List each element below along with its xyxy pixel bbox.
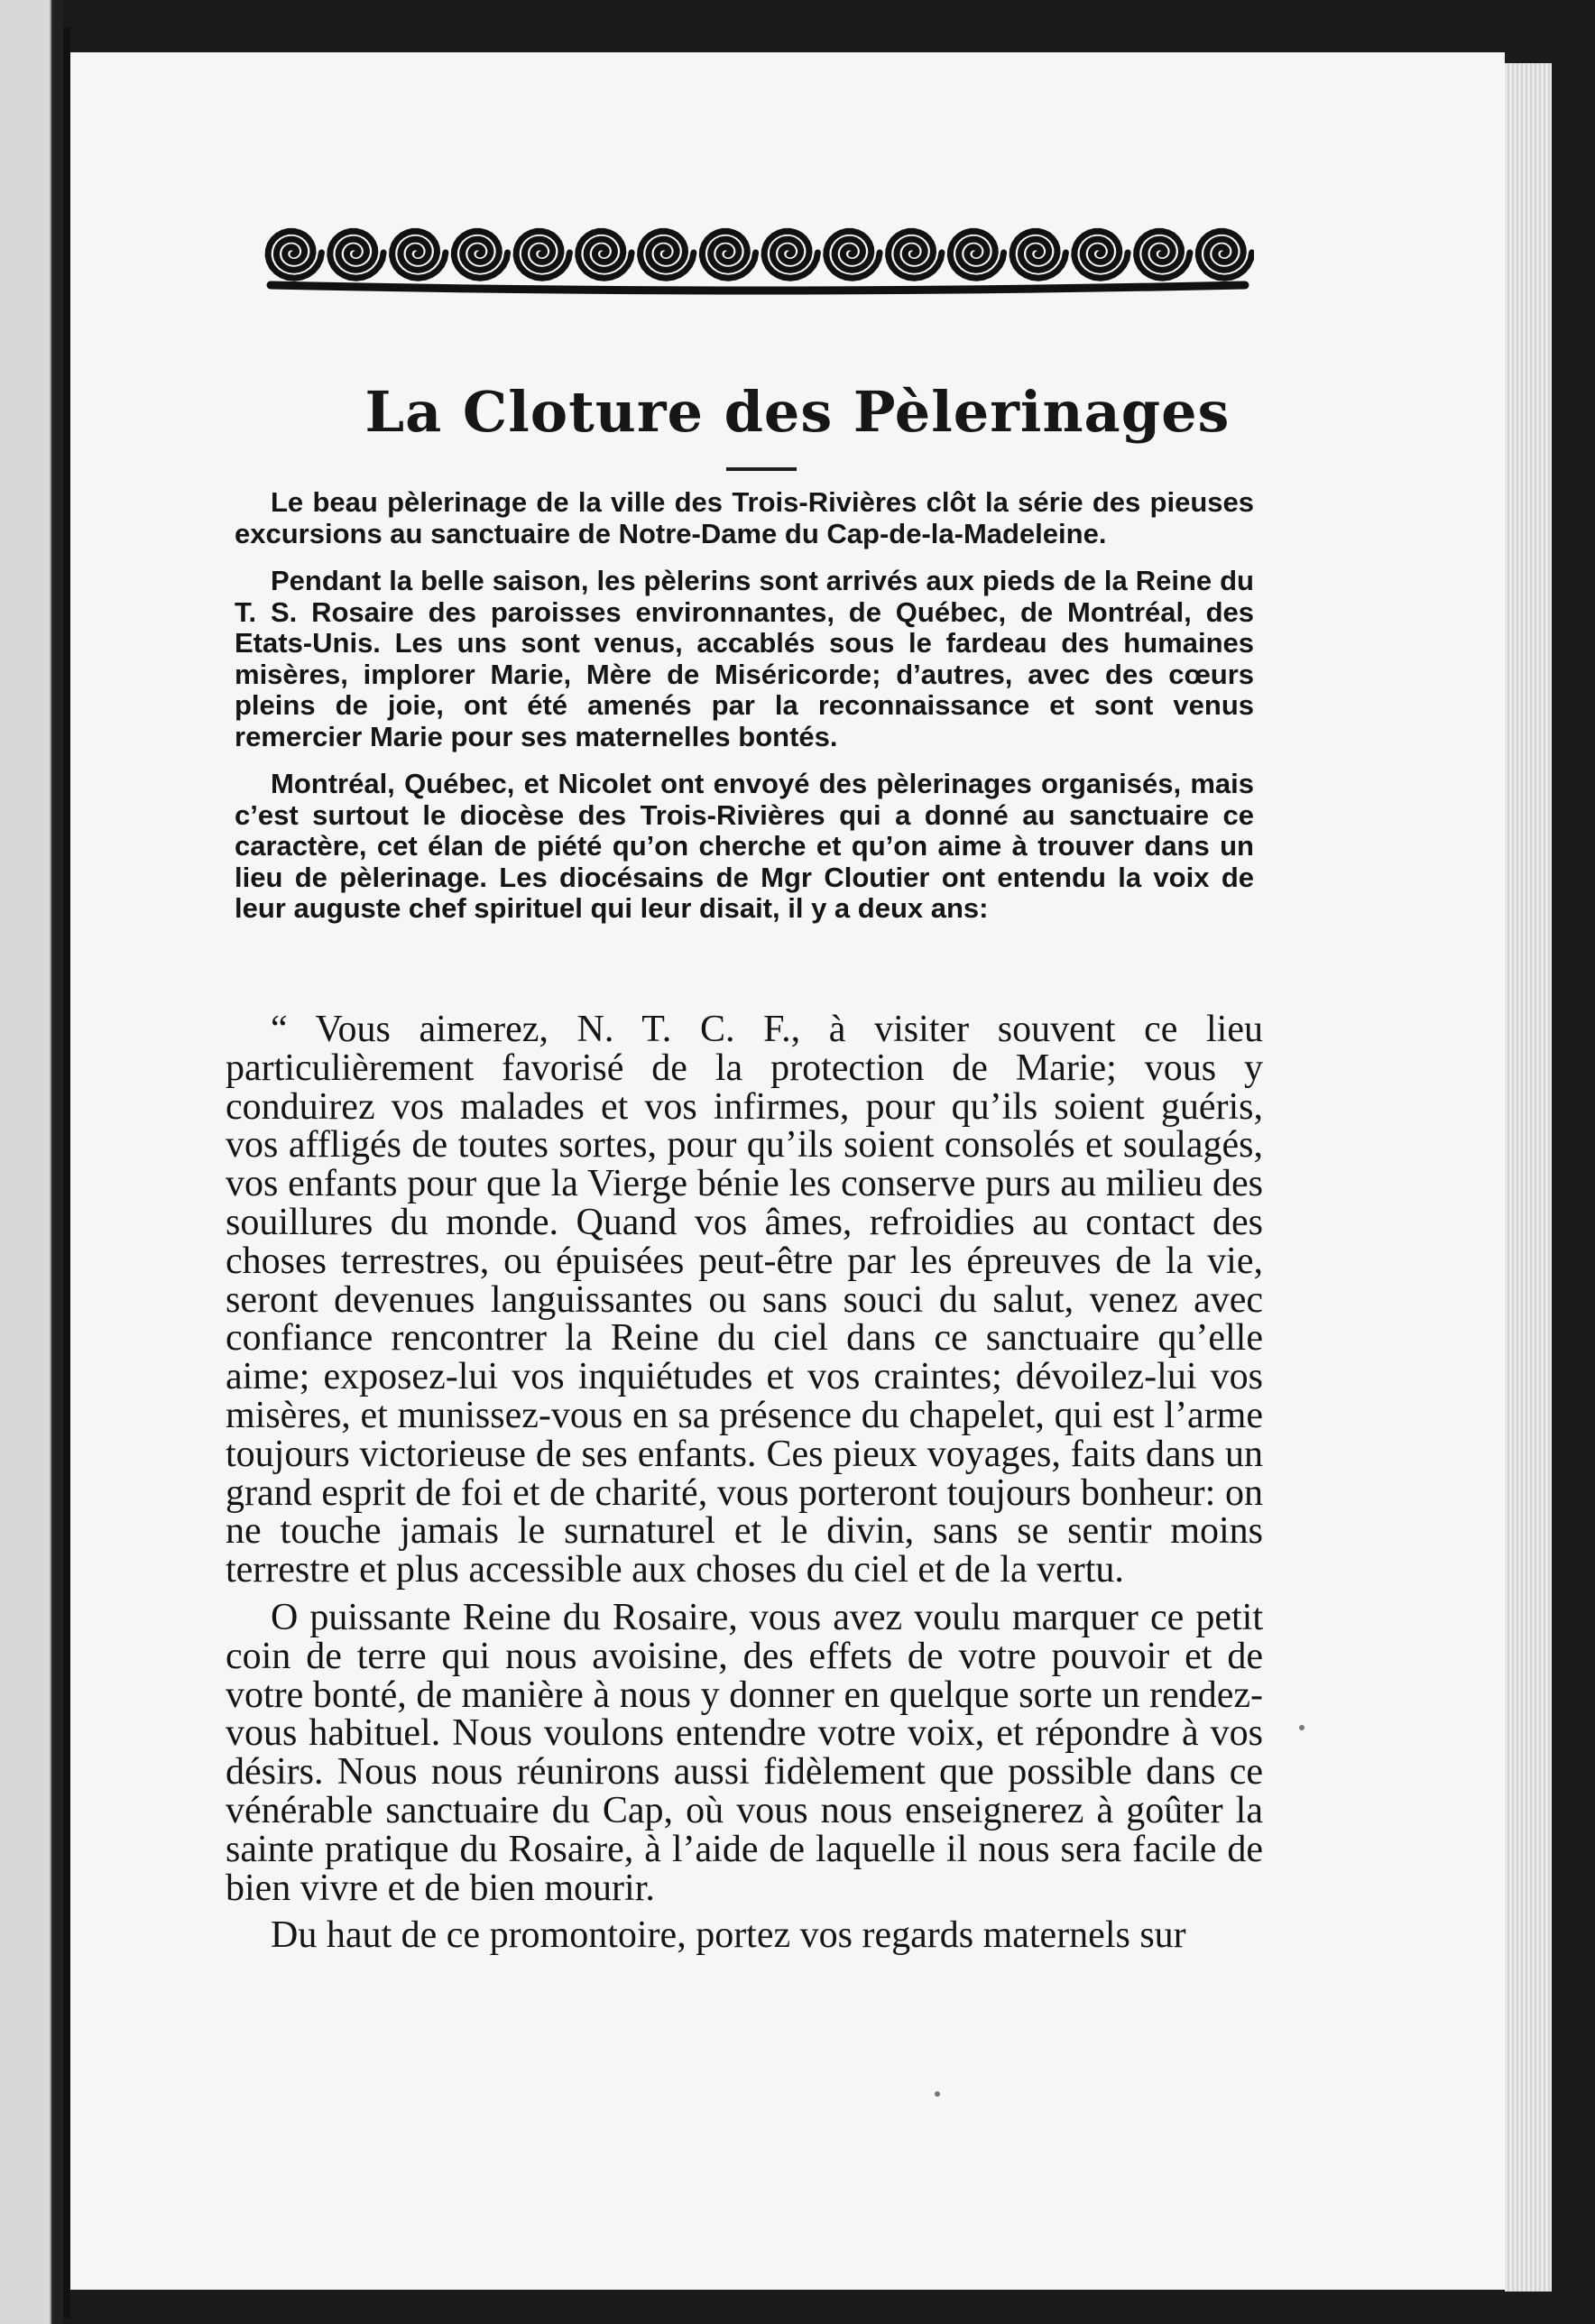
intro-paragraph: Le beau pèlerinage de la ville des Trois-Rivières clôt la série des pieuses excursions au sanctuaire de Notre-Dame du Cap-de-la-Madeleine.	[235, 486, 1254, 549]
spiral-scroll-icon	[1012, 231, 1065, 278]
spiral-scroll-icon	[764, 231, 817, 278]
spiral-scroll-icon	[392, 231, 446, 278]
spiral-scroll-icon	[268, 231, 321, 278]
book-left-edge	[0, 0, 63, 2324]
intro-paragraph: Montréal, Québec, et Nicolet ont envoyé des pèlerinages organisés, mais c’est surtout le diocèse des Trois-Rivières qui a donné au sanctuaire ce caractère, cet élan de piété qu’on cherche et qu’on aime à trouver dans un lieu de pèlerinage. Les diocésains de Mgr Cloutier ont entendu la voix de leur auguste chef spirituel qui leur disait, il y a deux ans:	[235, 768, 1254, 924]
spiral-scroll-icon	[641, 231, 694, 278]
spiral-scroll-icon	[826, 231, 880, 278]
quote-paragraph: “ Vous aimerez, N. T. C. F., à visiter souvent ce lieu particulièrement favorisé de la protection de Marie; vous y conduirez vos malades et vos infirmes, pour qu’ils soient guéris, vos affligés de toutes sortes, pour qu’ils soient consolés et soulagés, vos enfants pour que la Vierge bénie les conserve purs au milieu des souillures du monde. Quand vos âmes, refroidies au contact des choses terrestres, ou épuisées peut-être par les épreuves de la vie, seront devenues languissantes ou sans souci du salut, venez avec confiance rencontrer la Reine du ciel dans ce sanctuaire qu’elle aime; exposez-lui vos inquiétudes et vos craintes; dévoilez-lui vos misères, et munissez-vous en sa présence du chapelet, qui est l’arme toujours victorieuse de ses enfants. Ces pieux voyages, faits dans un grand esprit de foi et de charité, vous porteront toujours bonheur: on ne touche jamais le surnaturel et le divin, sans se sentir moins terrestre et plus accessible aux choses du ciel et de la vertu.	[226, 1009, 1263, 1591]
paper-speck	[935, 2091, 940, 2097]
intro-section	[235, 487, 1254, 941]
spiral-scroll-icon	[1137, 231, 1190, 278]
title-divider	[726, 467, 797, 471]
spiral-scroll-icon	[1074, 231, 1128, 278]
book-binding	[63, 27, 70, 2319]
quote-paragraph: Du haut de ce promontoire, portez vos regards maternels sur	[271, 1914, 1186, 1957]
spiral-scroll-icon	[454, 231, 507, 278]
spiral-scroll-icon	[889, 231, 942, 278]
intro-paragraph: Pendant la belle saison, les pèlerins sont arrivés aux pieds de la Reine du T. S. Rosaire des paroisses environnantes, de Québec, de Montréal, des Etats-Unis. Les uns sont venus, accablés sous le fardeau des humaines misères, implorer Marie, Mère de Miséricorde; d’autres, avec des cœurs pleins de joie, ont été amenés par la reconnaissance et sont venus remercier Marie pour ses maternelles bontés.	[235, 565, 1254, 752]
page-title: La Cloture des Pèlerinages	[364, 379, 1231, 445]
spiral-scroll-icon	[702, 231, 755, 278]
spiral-scroll-icon	[578, 231, 632, 278]
spiral-scroll-icon	[1198, 231, 1251, 278]
spiral-scroll-icon	[330, 231, 383, 278]
scroll-baseline	[271, 285, 1245, 290]
quote-paragraph: O puissante Reine du Rosaire, vous avez voulu marquer ce petit coin de terre qui nous avoisine, des effets de votre pouvoir et de votre bonté, de manière à nous y donner en quelque sorte un rendez-vous habituel. Nous voulons entendre votre voix, et répondre à vos désirs. Nous nous réunirons aussi fidèlement que possible dans ce vénérable sanctuaire du Cap, où vous nous enseignerez à goûter la sainte pratique du Rosaire, à l’aide de laquelle il nous sera facile de bien vivre et de bien mourir.	[226, 1596, 1263, 1909]
quoted-pastoral-letter	[226, 1010, 1263, 1964]
spiral-scroll-border-icon	[262, 206, 1254, 305]
spiral-scroll-icon	[516, 231, 569, 278]
paper-speck	[1299, 1725, 1305, 1730]
spiral-scroll-icon	[950, 231, 1003, 278]
